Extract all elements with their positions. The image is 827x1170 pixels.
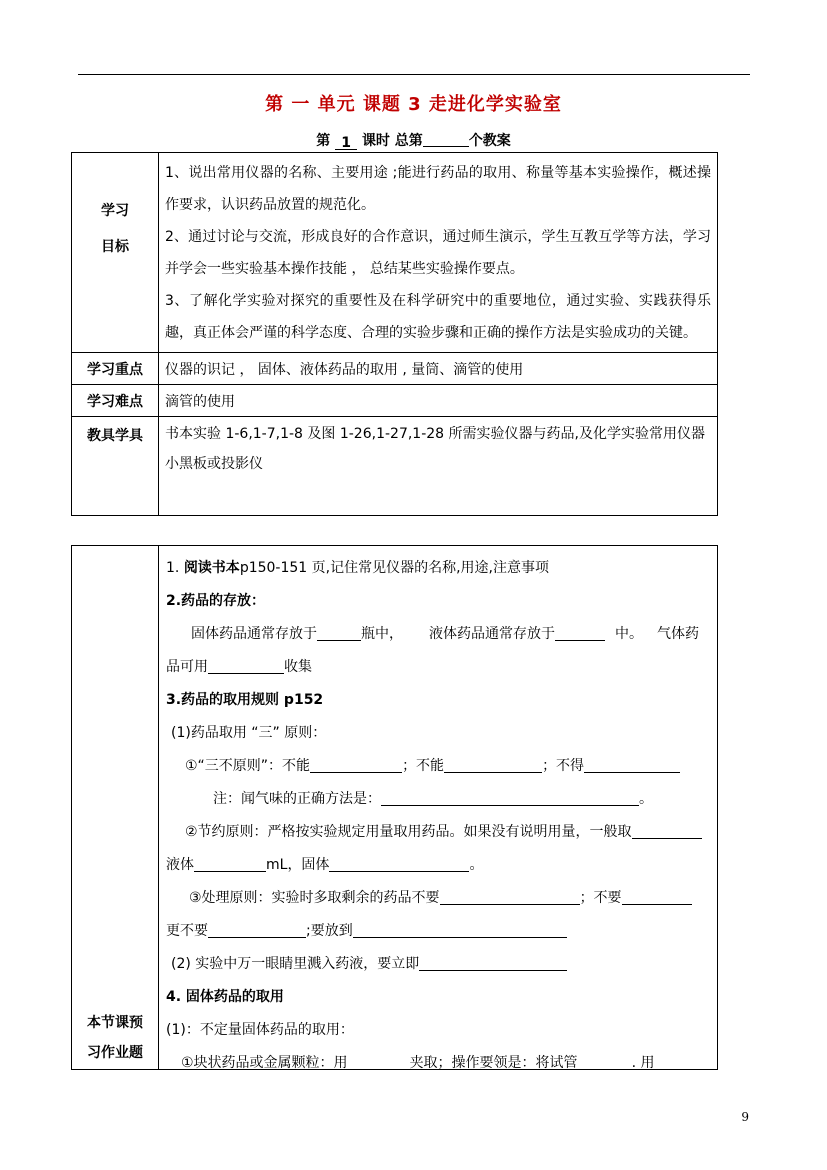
blank-gas-container xyxy=(208,658,284,674)
blank-smell-method xyxy=(381,790,639,806)
homework-content-cell xyxy=(159,546,718,1070)
blank-tool xyxy=(354,1054,410,1070)
lesson-info-table xyxy=(71,152,718,516)
goal-2: 2、通过讨论与交流，形成良好的合作意识，通过师生演示，学生互教互学等方法，学习并学会一些实验基本操作技能 ， 总结某些实验操作要点。 xyxy=(165,229,711,277)
preview-homework-table xyxy=(71,545,718,1070)
hw-line-13: (2) 实验中万一眼睛里溅入药液，要立即 xyxy=(171,953,567,973)
subtitle-prefix: 第 xyxy=(316,133,331,149)
lesson-subtitle xyxy=(0,130,827,150)
goal-1: 1、说出常用仪器的名称、主要用途 ;能进行药品的取用、称量等基本实验操作，概述操作要求，认识药品放置的规范化。 xyxy=(165,165,711,213)
tools-text-2: 小黑板或投影仪 xyxy=(165,456,263,472)
hw-line-5: 3.药品的取用规则 p152 xyxy=(166,692,324,708)
header-rule xyxy=(78,74,750,75)
hw-line-3: 固体药品通常存放于 瓶中， 液体药品通常存放于 中。 气体药 xyxy=(191,626,699,642)
homework-label-line2: 习作业题 xyxy=(87,1045,143,1061)
hw-line-6: (1)药品取用 “三” 原则： xyxy=(171,725,327,741)
lesson-title: 第 一 单元 课题 3 走进化学实验室 xyxy=(265,94,562,115)
hw-line-15: (1)：不定量固体药品的取用： xyxy=(166,1022,354,1038)
hw-line-8: 注：闻气味的正确方法是： 。 xyxy=(213,791,653,807)
hw-line-9: ②节约原则：严格按实验规定用量取用药品。如果没有说明用量，一般取 xyxy=(185,821,702,841)
difficulty-row xyxy=(72,385,718,417)
hw-line-4: 品可用 收集 xyxy=(166,659,312,675)
blank-rule-2 xyxy=(444,757,542,773)
blank-solid-amount xyxy=(329,856,469,872)
blank-eye-action xyxy=(419,955,567,971)
hw-line-1: 1. 阅读书本p150-151 页,记住常见仪器的名称,用途,注意事项 xyxy=(166,560,549,576)
blank-rule-1 xyxy=(310,757,402,773)
total-count-blank xyxy=(423,132,469,147)
blank-tube-op xyxy=(578,1054,632,1070)
subtitle-middle: 课时 总第 xyxy=(361,133,423,149)
page-number: 9 xyxy=(741,1110,749,1124)
hw-line-11: ③处理原则：实验时多取剩余的药品不要 ；不要 xyxy=(189,887,692,907)
hw-line-12: 更不要 ;要放到 xyxy=(166,920,567,940)
difficulty-label: 学习难点 xyxy=(72,385,159,417)
subtitle-period-number: 1 xyxy=(335,135,357,150)
blank-disposal-3 xyxy=(208,922,306,938)
hw-line-16: ①块状药品或金属颗粒：用 夹取；操作要领是：将试管 . 用 xyxy=(181,1055,655,1071)
hw-line-10: 液体 mL，固体 。 xyxy=(166,857,484,873)
focus-row xyxy=(72,353,718,385)
blank-liquid-ml xyxy=(194,856,266,872)
goals-label-cell xyxy=(72,153,159,353)
blank-disposal-1 xyxy=(440,889,580,905)
subtitle-suffix: 个教案 xyxy=(468,133,511,149)
tools-cell xyxy=(159,417,718,516)
tools-text: 书本实验 1-6,1-7,1-8 及图 1-26,1-27,1-28 所需实验仪器与药品,及化学实验常用仪器 xyxy=(165,426,705,442)
blank-disposal-2 xyxy=(622,889,692,905)
focus-label: 学习重点 xyxy=(72,353,159,385)
goals-label-line1: 学习 xyxy=(101,203,129,219)
focus-text: 仪器的识记 ， 固体、液体药品的取用 , 量筒、滴管的使用 xyxy=(159,353,718,385)
homework-label-line1: 本节课预 xyxy=(87,1015,143,1031)
blank-liquid-container xyxy=(555,625,605,641)
blank-solid-container xyxy=(317,625,361,641)
blank-amount xyxy=(632,823,702,839)
hw-line-14: 4. 固体药品的取用 xyxy=(166,989,284,1005)
blank-rule-3 xyxy=(584,757,680,773)
goals-row xyxy=(72,153,718,353)
hw-line-7: ①“三不原则”：不能 ；不能 ；不得 xyxy=(185,755,680,775)
goals-label-line2: 目标 xyxy=(101,239,129,255)
difficulty-text: 滴管的使用 xyxy=(159,385,718,417)
blank-disposal-place xyxy=(353,922,567,938)
goal-3: 3、了解化学实验对探究的重要性及在科学研究中的重要地位，通过实验、实践获得乐趣，真正体会严谨的科学态度、合理的实验步骤和正确的操作方法是实验成功的关键。 xyxy=(165,293,711,341)
tools-label: 教具学具 xyxy=(72,417,159,516)
tools-row xyxy=(72,417,718,516)
homework-label-cell xyxy=(72,546,159,1070)
goals-content-cell xyxy=(159,153,718,353)
hw-line-2: 2.药品的存放： xyxy=(166,593,266,609)
